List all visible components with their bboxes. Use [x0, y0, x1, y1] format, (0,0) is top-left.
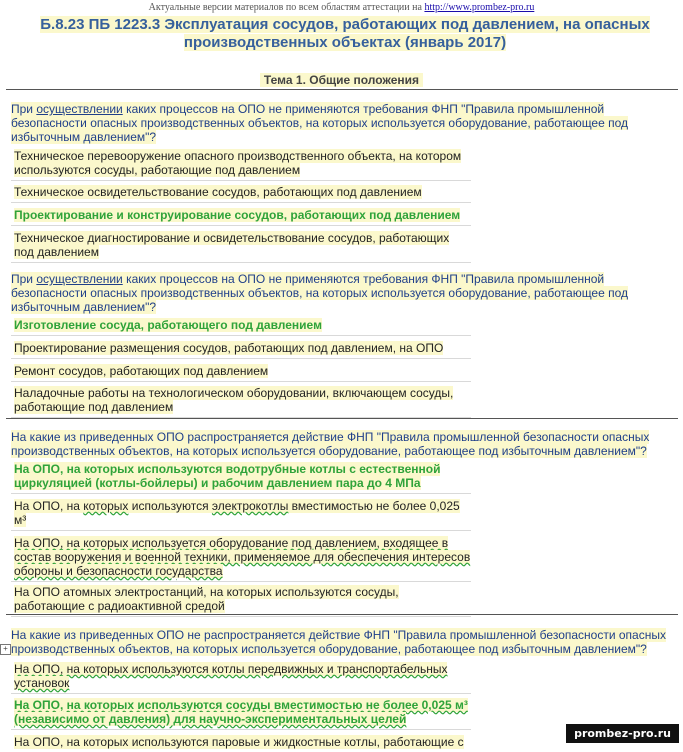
question-4 — [11, 628, 671, 656]
question-text: При осуществлении каких процессов на ОПО не применяются требования ФНП "Правила промышленной безопасности опасных производственных объектов, на которых используется оборудование, работающее под избыточным давлением"? — [11, 272, 629, 314]
answer-option[interactable]: Наладочные работы на технологическом оборудовании, включающем сосуды, работающие под давлением — [11, 384, 471, 418]
answer-option-correct[interactable]: На ОПО, на которых используются сосуды вместимостью не более 0,025 м³ (независимо от давления) для научно-экспериментальных целей — [11, 696, 471, 730]
question-text: При осуществлении каких процессов на ОПО не применяются требования ФНП "Правила промышленной безопасности опасных производственных объектов, на которых используется оборудование, работающее под избыточным давлением"? — [11, 102, 629, 144]
divider — [6, 614, 678, 615]
expand-icon[interactable]: + — [0, 644, 11, 655]
page-title — [30, 16, 660, 52]
title-line-1: Б.8.23 ПБ 1223.3 Эксплуатация сосудов, работающих под давлением, на опасных — [40, 16, 650, 33]
top-note — [0, 2, 683, 13]
question-1 — [11, 102, 671, 144]
answer-option-correct[interactable]: На ОПО, на которых используются водотрубные котлы с естественной циркуляцией (котлы-бойлеры) и рабочим давлением пара до 4 МПа — [11, 460, 471, 494]
answer-option[interactable]: Ремонт сосудов, работающих под давлением — [11, 362, 471, 382]
answer-option[interactable]: Техническое перевооружение опасного производственного объекта, на котором используются сосуды, работающие под давлением — [11, 147, 471, 181]
answer-option[interactable]: Техническое освидетельствование сосудов, работающих под давлением — [11, 183, 471, 203]
answer-option[interactable]: Проектирование размещения сосудов, работающих под давлением, на ОПО — [11, 339, 471, 359]
divider — [6, 418, 678, 419]
answer-option[interactable]: На ОПО, на которых используются паровые и жидкостные котлы, работающие с — [14, 735, 464, 749]
question-text: На какие из приведенных ОПО не распространяется действие ФНП "Правила промышленной безопасности опасных производственных объектов, на которых используется оборудование, работающее под избыточным давлением"? — [11, 628, 666, 656]
question-2 — [11, 272, 671, 314]
answer-option[interactable]: Техническое диагностирование и освидетельствование сосудов, работающих под давлением — [11, 229, 471, 263]
divider — [6, 89, 678, 90]
topic-heading — [0, 73, 683, 87]
answer-option[interactable]: На ОПО, на которых используются электрокотлы вместимостью не более 0,025 м³ — [11, 497, 471, 531]
question-3 — [11, 430, 671, 458]
question-text: На какие из приведенных ОПО распространяется действие ФНП "Правила промышленной безопасности опасных производственных объектов, на которых используется оборудование, работающее под избыточным давлением"? — [11, 430, 650, 458]
answer-option[interactable]: На ОПО, на которых используются котлы передвижных и транспортабельных установок — [11, 660, 471, 694]
answer-option-correct[interactable]: Изготовление сосуда, работающего под давлением — [11, 316, 471, 336]
answer-option-correct[interactable]: Проектирование и конструирование сосудов, работающих под давлением — [11, 206, 471, 226]
brand-watermark: prombez-pro.ru — [566, 724, 679, 743]
topic-label: Тема 1. Общие положения — [260, 73, 423, 87]
answer-option[interactable]: На ОПО атомных электростанций, на которых используются сосуды, работающие с радиоактивной средой — [11, 583, 471, 617]
site-link[interactable]: http://www.prombez-pro.ru — [424, 2, 535, 13]
title-line-2: производственных объектах (январь 2017) — [183, 34, 507, 51]
top-note-text: Актуальные версии материалов по всем областям аттестации на — [148, 2, 422, 13]
answer-option[interactable]: На ОПО, на которых используется оборудование под давлением, входящее в состав вооружения и военной техники, применяемое для обеспечения интересов обороны и безопасности государства — [11, 534, 471, 582]
